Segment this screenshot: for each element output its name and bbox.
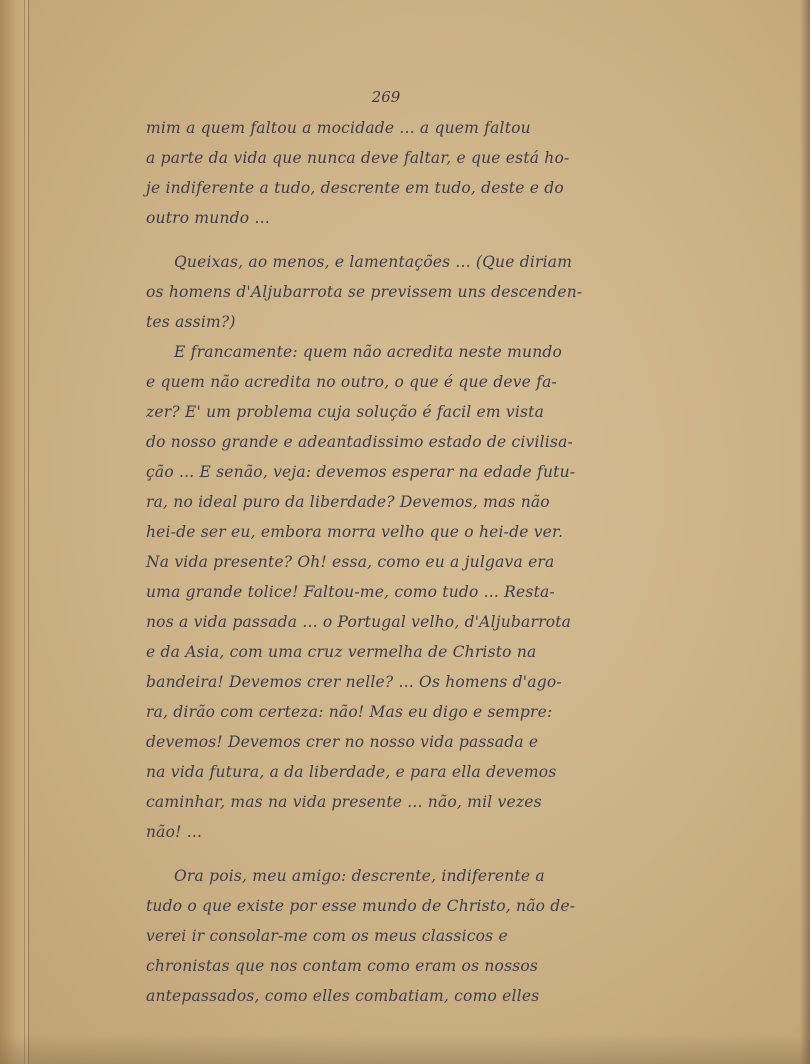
text-line: antepassados, como elles combatiam, como elles (146, 987, 540, 1005)
text-line: verei ir consolar-me com os meus classicos e (146, 927, 508, 945)
text-line: ção ... E senão, veja: devemos esperar na edade futu- (146, 463, 576, 481)
page-number: 269 (371, 88, 401, 106)
text-line: na vida futura, a da liberdade, e para ella devemos (146, 763, 557, 781)
text-line: outro mundo ... (146, 209, 270, 227)
text-line: caminhar, mas na vida presente ... não, mil vezes (146, 793, 542, 811)
text-line: ra, no ideal puro da liberdade? Devemos, mas não (146, 493, 550, 511)
text-line: a parte da vida que nunca deve faltar, e que está ho- (146, 149, 570, 167)
text-line: os homens d'Aljubarrota se previssem uns descenden- (146, 283, 583, 301)
text-line: e quem não acredita no outro, o que é que deve fa- (146, 373, 557, 391)
text-line: zer? E' um problema cuja solução é facil em vista (146, 403, 545, 421)
page-edge-shadow (800, 0, 810, 1064)
book-binding-edge (0, 0, 29, 1064)
text-line: e da Asia, com uma cruz vermelha de Christo na (146, 643, 537, 661)
text-line: hei-de ser eu, embora morra velho que o hei-de ver. (146, 523, 564, 541)
text-line: bandeira! Devemos crer nelle? ... Os homens d'ago- (146, 673, 562, 691)
text-line: nos a vida passada ... o Portugal velho, d'Aljubarrota (146, 613, 572, 631)
text-line: Queixas, ao menos, e lamentações ... (Que diriam (174, 253, 573, 271)
text-line: não! ... (146, 823, 203, 841)
text-line: Ora pois, meu amigo: descrente, indiferente a (174, 867, 545, 885)
handwritten-text-block (146, 113, 636, 1011)
text-line: Na vida presente? Oh! essa, como eu a julgava era (146, 553, 555, 571)
text-line: je indiferente a tudo, descrente em tudo, deste e do (146, 179, 564, 197)
text-line: mim a quem faltou a mocidade ... a quem faltou (146, 119, 531, 137)
text-line: uma grande tolice! Faltou-me, como tudo ... Resta- (146, 583, 555, 601)
text-line: tes assim?) (146, 313, 236, 331)
text-line: E francamente: quem não acredita neste mundo (174, 343, 563, 361)
text-line: chronistas que nos contam como eram os nossos (146, 957, 539, 975)
text-line: do nosso grande e adeantadissimo estado de civilisa- (146, 433, 573, 451)
text-line: tudo o que existe por esse mundo de Christo, não de- (146, 897, 576, 915)
text-line: devemos! Devemos crer no nosso vida passada e (146, 733, 539, 751)
text-line: ra, dirão com certeza: não! Mas eu digo e sempre: (146, 703, 553, 721)
page-bottom-shadow (0, 1034, 810, 1064)
